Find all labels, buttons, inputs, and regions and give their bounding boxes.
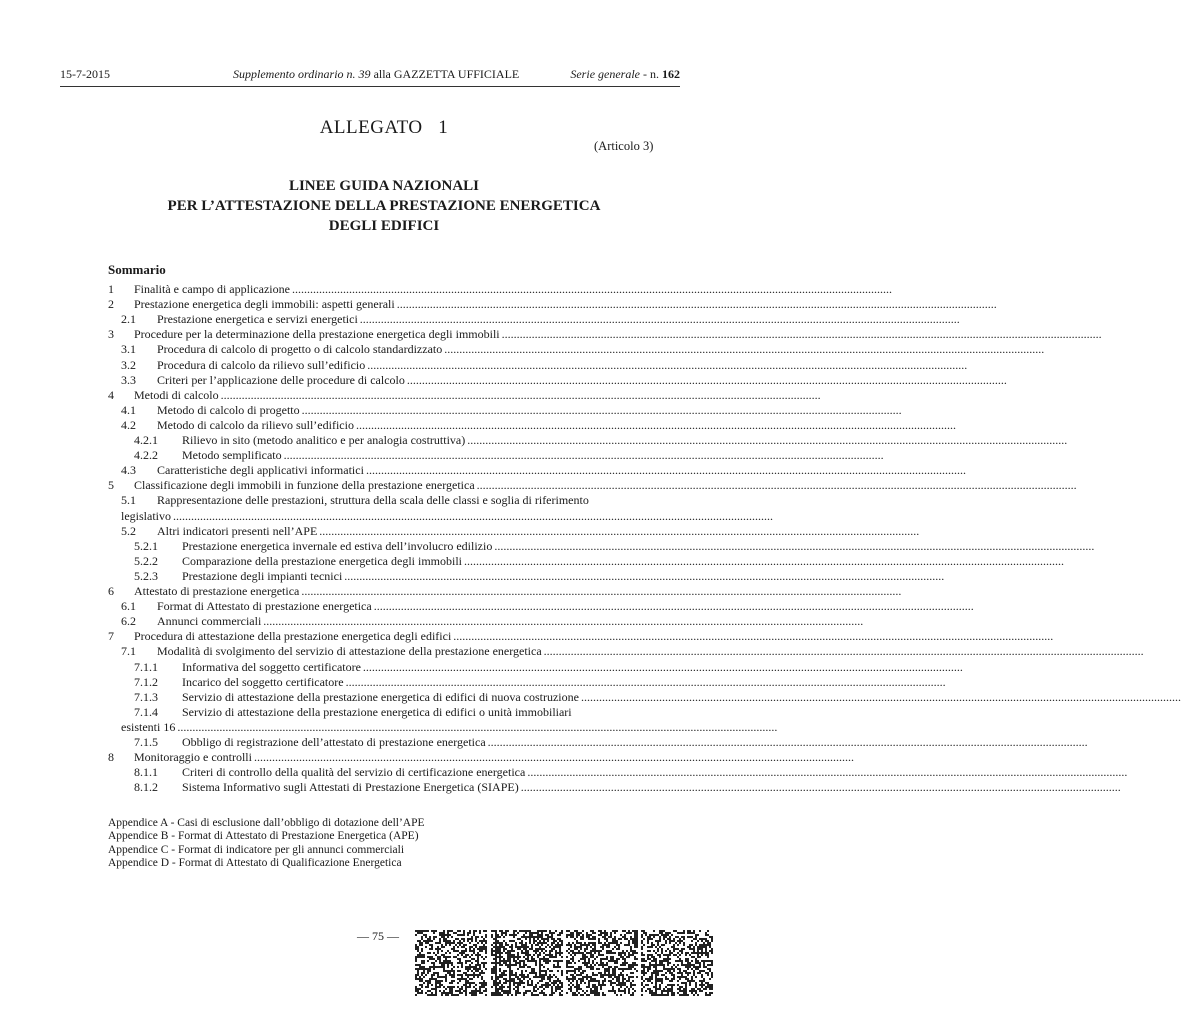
- dot-leader: ........................................................................................................................................................................................................: [476, 478, 1077, 493]
- toc-entry-number: 4.1: [121, 402, 136, 417]
- barcode-image: [566, 930, 638, 996]
- dot-leader: ........................................................................................................................................................................................................: [365, 463, 966, 478]
- toc-entry: [108, 584, 902, 599]
- toc-entry: [134, 433, 1068, 448]
- toc-entry-label: Altri indicatori presenti nell’APE: [157, 523, 318, 538]
- toc-entry: [121, 614, 864, 629]
- toc-entry-label: Format di Attestato di prestazione energetica: [157, 599, 372, 614]
- toc-entry-label: Procedure per la determinazione della prestazione energetica degli immobili: [134, 327, 500, 342]
- dot-leader: ........................................................................................................................................................................................................: [373, 599, 974, 614]
- toc-entry-label: Procedura di calcolo di progetto o di calcolo standardizzato: [157, 342, 443, 357]
- dot-leader: ........................................................................................................................................................................................................: [263, 614, 864, 629]
- toc-entry-label: Classificazione degli immobili in funzione della prestazione energetica: [134, 478, 475, 493]
- dot-leader: ........................................................................................................................................................................................................: [283, 448, 884, 463]
- header-date: 15-7-2015: [60, 67, 110, 81]
- toc-entry: [121, 719, 778, 735]
- dot-leader: ........................................................................................................................................................................................................: [345, 674, 946, 689]
- toc-entry: [121, 599, 974, 614]
- toc-entry-number: 5.2: [121, 523, 136, 538]
- dot-leader: ........................................................................................................................................................................................................: [301, 402, 902, 417]
- toc-entry: [134, 659, 963, 675]
- toc-entry: [108, 750, 854, 765]
- toc-entry-label: Procedura di calcolo da rilievo sull’edificio: [157, 357, 366, 372]
- toc-entry-number: 7: [108, 629, 114, 644]
- toc-entry-number: 4.3: [121, 463, 136, 478]
- dot-leader: ........................................................................................................................................................................................................: [362, 659, 963, 674]
- toc-entry-label: Servizio di attestazione della prestazione energetica di edifici o unità immobiliari: [182, 704, 572, 719]
- dot-leader: ........................................................................................................................................................................................................: [467, 433, 1068, 447]
- toc-entry: [121, 357, 968, 373]
- toc-entry-label: Caratteristiche degli applicativi informatici: [157, 463, 364, 478]
- toc-entry: [134, 538, 1095, 554]
- page-number: — 75 —: [357, 929, 399, 943]
- toc-entry-number: 6.2: [121, 614, 136, 629]
- toc-entry-number: 3.2: [121, 357, 136, 372]
- dot-leader: ........................................................................................................................................................................................................: [543, 644, 1144, 659]
- appendix-item: Appendice C - Format di indicatore per gli annunci commerciali: [108, 843, 405, 856]
- toc-entry: [108, 629, 1054, 644]
- toc-entry-number: 3.3: [121, 372, 136, 387]
- title-line-3: DEGLI EDIFICI: [328, 218, 440, 234]
- header-publication: Supplemento ordinario n. 39 alla GAZZETTA UFFICIALE: [233, 67, 520, 81]
- toc-entry-number: 7.1.1: [134, 659, 158, 674]
- toc-entry: [108, 297, 997, 312]
- toc-entry: [134, 568, 945, 584]
- dot-leader: ........................................................................................................................................................................................................: [501, 327, 1102, 342]
- title-line-1: LINEE GUIDA NAZIONALI: [288, 178, 480, 194]
- toc-entry-label: Finalità e campo di applicazione: [134, 282, 290, 296]
- toc-entry-number: 8.1.2: [134, 780, 158, 795]
- toc-entry: [121, 417, 956, 433]
- dot-leader: ........................................................................................................................................................................................................: [406, 372, 1007, 387]
- dot-leader: ........................................................................................................................................................................................................: [301, 584, 902, 598]
- dot-leader: ........................................................................................................................................................................................................: [494, 538, 1095, 553]
- toc-entry: [121, 312, 960, 327]
- toc-entry: [134, 553, 1065, 569]
- toc-entry-label: Rilievo in sito (metodo analitico e per analogia costruttiva): [182, 433, 466, 447]
- toc-entry-label: Metodo di calcolo di progetto: [157, 402, 300, 417]
- toc-entry-number: 2.1: [121, 312, 136, 327]
- dot-leader: ........................................................................................................................................................................................................: [453, 629, 1054, 644]
- toc-entry: [121, 493, 655, 508]
- dot-leader: ........................................................................................................................................................................................................: [527, 765, 1128, 780]
- toc-entry-label: Metodo semplificato: [182, 448, 282, 463]
- barcode-image: [415, 930, 487, 996]
- dot-leader: ........................................................................................................................................................................................................: [253, 750, 854, 765]
- toc-entry: [108, 478, 1077, 493]
- dot-leader: ........................................................................................................................................................................................................: [177, 719, 778, 734]
- toc-entry-label: Annunci commerciali: [157, 614, 262, 629]
- toc-entry-label: Procedura di attestazione della prestazione energetica degli edifici: [134, 629, 452, 644]
- dot-leader: ........................................................................................................................................................................................................: [367, 357, 968, 372]
- toc-entry-label: Prestazione energetica e servizi energetici: [157, 312, 358, 327]
- toc-entry-label: Attestato di prestazione energetica: [134, 584, 300, 598]
- toc-entry-number: 4.2.1: [134, 433, 158, 447]
- header-serie: Serie generale - n. 162: [570, 67, 680, 81]
- toc-entry: [134, 780, 1121, 795]
- barcode-image: [641, 930, 713, 996]
- toc-entry-number: 2: [108, 297, 114, 312]
- appendix-item: Appendice D - Format di Attestato di Qualificazione Energetica: [108, 857, 402, 870]
- toc-entry-label: Prestazione energetica invernale ed estiva dell’involucro edilizio: [182, 538, 493, 553]
- toc-entry-label: Obbligo di registrazione dell’attestato di prestazione energetica: [182, 735, 486, 749]
- toc-entry: [108, 327, 1102, 342]
- dot-leader: ........................................................................................................................................................................................................: [319, 523, 920, 538]
- dot-leader: ........................................................................................................................................................................................................: [396, 297, 997, 312]
- toc-entry-label: legislativo: [121, 508, 171, 523]
- header-rule: [60, 86, 680, 87]
- dot-leader: ........................................................................................................................................................................................................: [359, 312, 960, 327]
- toc-entry-label: Sistema Informativo sugli Attestati di Prestazione Energetica (SIAPE): [182, 780, 519, 795]
- toc-entry-number: 5.2.3: [134, 568, 158, 583]
- toc-entry-number: 7.1.4: [134, 704, 158, 719]
- appendix-item: Appendice A - Casi di esclusione dall’obbligo di dotazione dell’APE: [108, 817, 425, 829]
- dot-leader: ........................................................................................................................................................................................................: [220, 387, 821, 402]
- toc-entry-number: 7.1.3: [134, 689, 158, 704]
- toc-entry: [121, 644, 1144, 659]
- toc-entry-label: Metodi di calcolo: [134, 387, 219, 402]
- toc-entry-number: 5.2.1: [134, 538, 158, 553]
- toc-entry: [108, 387, 821, 403]
- toc-entry: [134, 735, 1088, 750]
- dot-leader: ........................................................................................................................................................................................................: [487, 735, 1088, 749]
- toc-entry-label: Criteri per l’applicazione delle procedure di calcolo: [157, 372, 405, 387]
- toc-entry: [121, 342, 1045, 357]
- toc-entry-label: Servizio di attestazione della prestazione energetica di edifici di nuova costruzione: [182, 689, 579, 704]
- toc-entry-number: 7.1: [121, 644, 136, 659]
- dot-leader: ........................................................................................................................................................................................................: [173, 508, 773, 523]
- toc-entry: [134, 689, 1181, 705]
- dot-leader: ........................................................................................................................................................................................................: [580, 689, 1181, 704]
- toc-entry-label: Rappresentazione delle prestazioni, struttura della scala delle classi e soglia di riferimento: [157, 493, 589, 508]
- toc-entry-label: esistenti 16: [121, 719, 176, 734]
- toc-entry: [108, 282, 892, 297]
- toc-entry-label: Informativa del soggetto certificatore: [182, 659, 361, 674]
- barcode-image: [491, 930, 563, 996]
- sommario-heading: Sommario: [108, 262, 166, 277]
- toc-entry-number: 3: [108, 327, 114, 342]
- dot-leader: ........................................................................................................................................................................................................: [464, 553, 1065, 568]
- toc-entry: [121, 523, 920, 539]
- dot-leader: ........................................................................................................................................................................................................: [291, 282, 892, 296]
- toc-entry-label: Criteri di controllo della qualità del servizio di certificazione energetica: [182, 765, 526, 780]
- toc-entry-label: Incarico del soggetto certificatore: [182, 674, 344, 689]
- title-line-2: PER L’ATTESTAZIONE DELLA PRESTAZIONE ENERGETICA: [167, 198, 601, 214]
- toc-entry-number: 6.1: [121, 599, 136, 614]
- toc-entry-number: 6: [108, 584, 114, 598]
- dot-leader: ........................................................................................................................................................................................................: [355, 417, 956, 432]
- dot-leader: ........................................................................................................................................................................................................: [444, 342, 1045, 357]
- toc-entry-number: 1: [108, 282, 114, 296]
- toc-entry-label: Metodo di calcolo da rilievo sull’edificio: [157, 417, 354, 432]
- page-header: [60, 67, 680, 85]
- toc-entry: [121, 372, 1007, 388]
- toc-entry: [121, 463, 966, 478]
- toc-entry-number: 7.1.2: [134, 674, 158, 689]
- toc-entry: [134, 705, 655, 720]
- toc-entry-number: 3.1: [121, 342, 136, 357]
- toc-entry-number: 5.2.2: [134, 553, 158, 568]
- dot-leader: ........................................................................................................................................................................................................: [520, 780, 1121, 795]
- toc-entry-label: Prestazione energetica degli immobili: aspetti generali: [134, 297, 395, 312]
- toc-entry-number: 5.1: [121, 493, 136, 508]
- dot-leader: ........................................................................................................................................................................................................: [344, 568, 945, 583]
- appendix-item: Appendice B - Format di Attestato di Prestazione Energetica (APE): [108, 830, 419, 843]
- toc-entry-number: 4.2.2: [134, 448, 158, 463]
- toc-entry-number: 5: [108, 478, 114, 493]
- toc-entry-number: 4.2: [121, 417, 136, 432]
- toc-entry-number: 8: [108, 750, 114, 765]
- toc-entry-label: Comparazione della prestazione energetica degli immobili: [182, 553, 463, 568]
- toc-entry: [134, 674, 946, 690]
- articolo-reference: (Articolo 3): [594, 139, 654, 153]
- toc-entry: [134, 448, 884, 463]
- toc-entry: [134, 765, 1128, 780]
- toc-entry-label: Prestazione degli impianti tecnici: [182, 568, 343, 583]
- toc-entry-number: 7.1.5: [134, 735, 158, 749]
- toc-entry: [121, 402, 902, 418]
- allegato-heading: ALLEGATO 1: [319, 117, 449, 138]
- toc-entry-label: Monitoraggio e controlli: [134, 750, 252, 765]
- toc-entry-number: 4: [108, 387, 114, 402]
- toc-entry: [121, 508, 773, 524]
- toc-entry-label: Modalità di svolgimento del servizio di attestazione della prestazione energetica: [157, 644, 542, 659]
- toc-entry-number: 8.1.1: [134, 765, 158, 780]
